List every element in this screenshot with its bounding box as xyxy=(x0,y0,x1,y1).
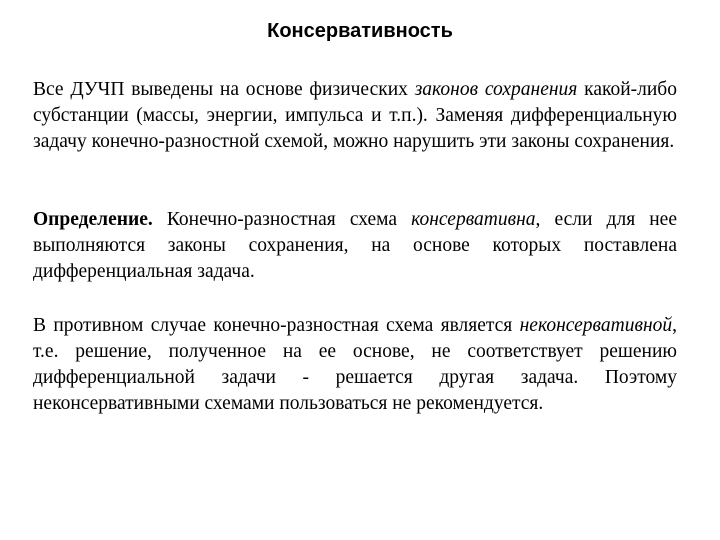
paragraph-definition-text-start: Конечно-разностная схема xyxy=(152,209,412,230)
paragraph-intro-emphasis: законов сохранения xyxy=(414,79,578,100)
paragraph-intro-text-start: Все ДУЧП выведены на основе физических xyxy=(33,79,415,100)
paragraph-definition xyxy=(33,207,677,285)
paragraph-intro xyxy=(33,77,677,155)
paragraph-intro-text-end: какой-либо субстанции (массы, энергии, импульса и т.п.). Заменяя дифференциальную задачу конечно-разностной схемой, можно нарушить эти законы сохранения. xyxy=(33,79,677,152)
paragraph-nonconservative-text-end: , т.е. решение, полученное на ее основе, не соответствует решению дифференциальной задачи - решается другая задача. Поэтому неконсервативными схемами пользоваться не рекомендуется. xyxy=(33,315,677,414)
paragraph-nonconservative-emphasis: неконсервативной xyxy=(519,315,673,336)
paragraph-nonconservative-text-start: В противном случае конечно-разностная схема является xyxy=(33,315,520,336)
paragraph-definition-emphasis: консервативна xyxy=(411,209,536,230)
page-title: Консервативность xyxy=(267,20,453,42)
paragraph-definition-text-end: , если для нее выполняются законы сохранения, на основе которых поставлена дифференциальная задача. xyxy=(33,209,677,282)
definition-label: Определение. xyxy=(33,209,153,230)
paragraph-nonconservative xyxy=(33,313,677,417)
